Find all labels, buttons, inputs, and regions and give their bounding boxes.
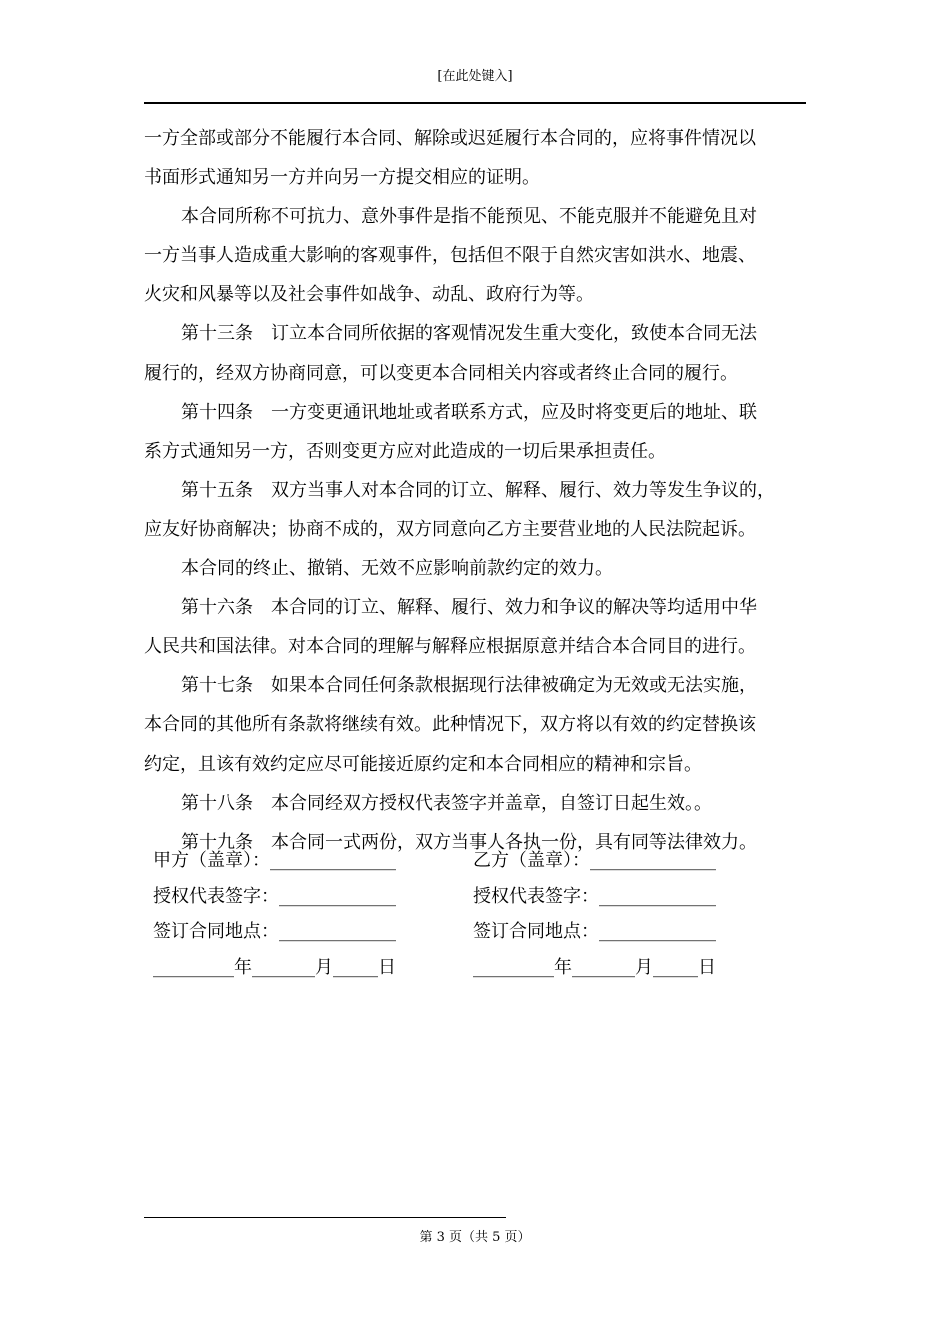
body-line: 本合同所称不可抗力、意外事件是指不能预见、不能克服并不能避免且对 — [181, 206, 757, 228]
body-line: 火灾和风暴等以及社会事件如战争、动乱、政府行为等。 — [144, 284, 594, 306]
body-line: 本合同的其他所有条款将继续有效。此种情况下，双方将以有效的约定替换该 — [144, 714, 756, 736]
signature-block — [153, 843, 793, 985]
party-b-place: 签订合同地点：_____________ — [473, 921, 716, 942]
party-b-representative: 授权代表签字：_____________ — [473, 885, 716, 907]
body-line: 一方全部或部分不能履行本合同、解除或迟延履行本合同的，应将事件情况以 — [144, 128, 756, 149]
footer-divider — [144, 1217, 506, 1218]
party-b-seal: 乙方（盖章）：______________ — [473, 850, 716, 871]
contract-body — [144, 119, 814, 862]
body-line: 本合同的终止、撤销、无效不应影响前款约定的效力。 — [181, 558, 613, 580]
page-number: 第 3 页（共 5 页） — [419, 1230, 531, 1245]
page-header: [在此处键入] — [437, 69, 513, 84]
clause-13: 第十三条 订立本合同所依据的客观情况发生重大变化，致使本合同无法 — [181, 323, 757, 345]
party-a-representative: 授权代表签字：_____________ — [153, 885, 396, 907]
body-line: 约定，且该有效约定应尽可能接近原约定和本合同相应的精神和宗旨。 — [144, 753, 702, 775]
seal-row — [153, 843, 793, 879]
party-b-date: _________年_______月_____日 — [473, 956, 716, 978]
clause-16: 第十六条 本合同的订立、解释、履行、效力和争议的解决等均适用中华 — [181, 597, 757, 619]
party-a-seal: 甲方（盖章）：______________ — [153, 850, 396, 871]
clause-18: 第十八条 本合同经双方授权代表签字并盖章，自签订日起生效。。 — [181, 792, 712, 814]
clause-14: 第十四条 一方变更通讯地址或者联系方式，应及时将变更后的地址、联 — [181, 401, 757, 423]
date-row — [153, 950, 793, 986]
body-line: 履行的，经双方协商同意，可以变更本合同相关内容或者终止合同的履行。 — [144, 362, 738, 384]
party-a-place: 签订合同地点：_____________ — [153, 921, 396, 942]
clause-17: 第十七条 如果本合同任何条款根据现行法律被确定为无效或无法实施， — [181, 675, 757, 697]
body-line: 书面形式通知另一方并向另一方提交相应的证明。 — [144, 167, 540, 189]
clause-19: 第十九条 本合同一式两份，双方当事人各执一份，具有同等法律效力。 — [181, 831, 757, 853]
body-line: 应友好协商解决；协商不成的，双方同意向乙方主要营业地的人民法院起诉。 — [144, 518, 756, 540]
body-line: 系方式通知另一方，否则变更方应对此造成的一切后果承担责任。 — [144, 440, 666, 462]
place-row — [153, 914, 793, 950]
header-divider — [144, 102, 806, 104]
body-line: 一方当事人造成重大影响的客观事件，包括但不限于自然灾害如洪水、地震、 — [144, 245, 756, 267]
body-line: 人民共和国法律。对本合同的理解与解释应根据原意并结合本合同目的进行。 — [144, 636, 756, 658]
representative-row — [153, 879, 793, 915]
party-a-date: _________年_______月_____日 — [153, 956, 396, 978]
clause-15: 第十五条 双方当事人对本合同的订立、解释、履行、效力等发生争议的， — [181, 479, 775, 501]
